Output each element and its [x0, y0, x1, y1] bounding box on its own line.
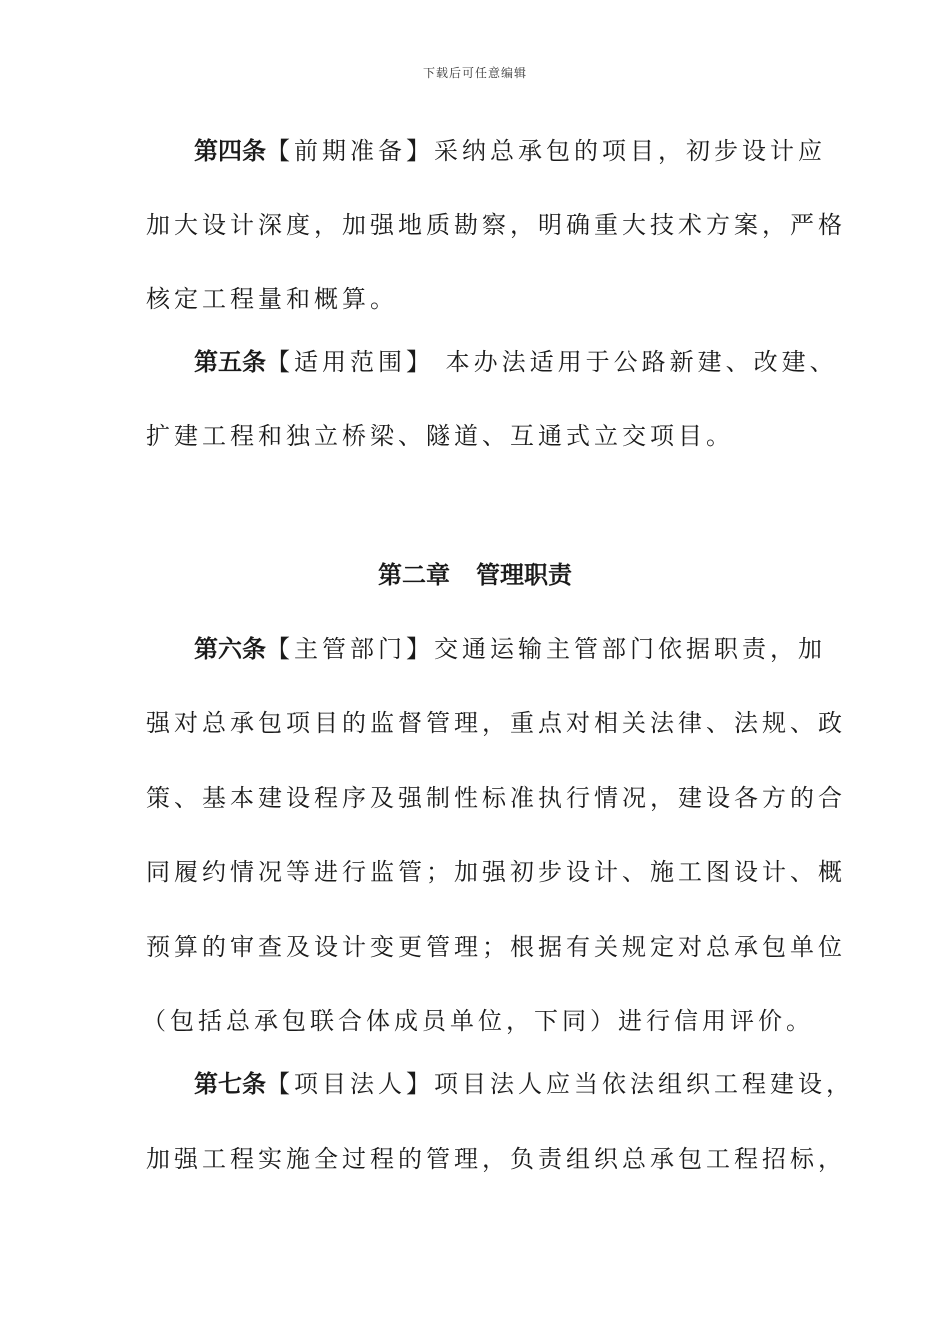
- article-6-text-1: 【主管部门】交通运输主管部门依据职责，加: [266, 635, 826, 663]
- article-4-line-3: 核定工程量和概算。: [146, 285, 398, 313]
- article-6-line-6: （包括总承包联合体成员单位，下同）进行信用评价。: [142, 1007, 814, 1035]
- article-7-text-1: 【项目法人】项目法人应当依法组织工程建设，: [266, 1070, 854, 1098]
- article-5-label: 第五条: [194, 348, 266, 376]
- article-4-line-1: [194, 136, 826, 166]
- article-5-text-1: 【适用范围】 本办法适用于公路新建、改建、: [266, 348, 838, 376]
- chapter-title: 管理职责: [476, 561, 572, 589]
- article-6-line-4: 同履约情况等进行监管；加强初步设计、施工图设计、概: [146, 858, 846, 886]
- chapter-number: 第二章: [378, 561, 450, 589]
- article-4-line-2: 加大设计深度，加强地质勘察，明确重大技术方案，严格: [146, 211, 846, 239]
- article-7-label: 第七条: [194, 1070, 266, 1098]
- article-4-text-1: 【前期准备】采纳总承包的项目，初步设计应: [266, 137, 826, 165]
- article-6-line-1: [194, 634, 826, 664]
- header-note: 下载后可任意编辑: [422, 66, 527, 80]
- article-6-line-2: 强对总承包项目的监督管理，重点对相关法律、法规、政: [146, 709, 846, 737]
- article-7-line-2: 加强工程实施全过程的管理，负责组织总承包工程招标，: [146, 1145, 846, 1173]
- article-4-label: 第四条: [194, 137, 266, 165]
- article-6-line-5: 预算的审查及设计变更管理；根据有关规定对总承包单位: [146, 933, 846, 961]
- chapter-heading: [0, 560, 950, 590]
- article-5-line-1: [194, 347, 838, 377]
- article-6-label: 第六条: [194, 635, 266, 663]
- article-6-line-3: 策、基本建设程序及强制性标准执行情况，建设各方的合: [146, 784, 846, 812]
- article-5-line-2: 扩建工程和独立桥梁、隧道、互通式立交项目。: [146, 422, 734, 450]
- article-7-line-1: [194, 1069, 854, 1099]
